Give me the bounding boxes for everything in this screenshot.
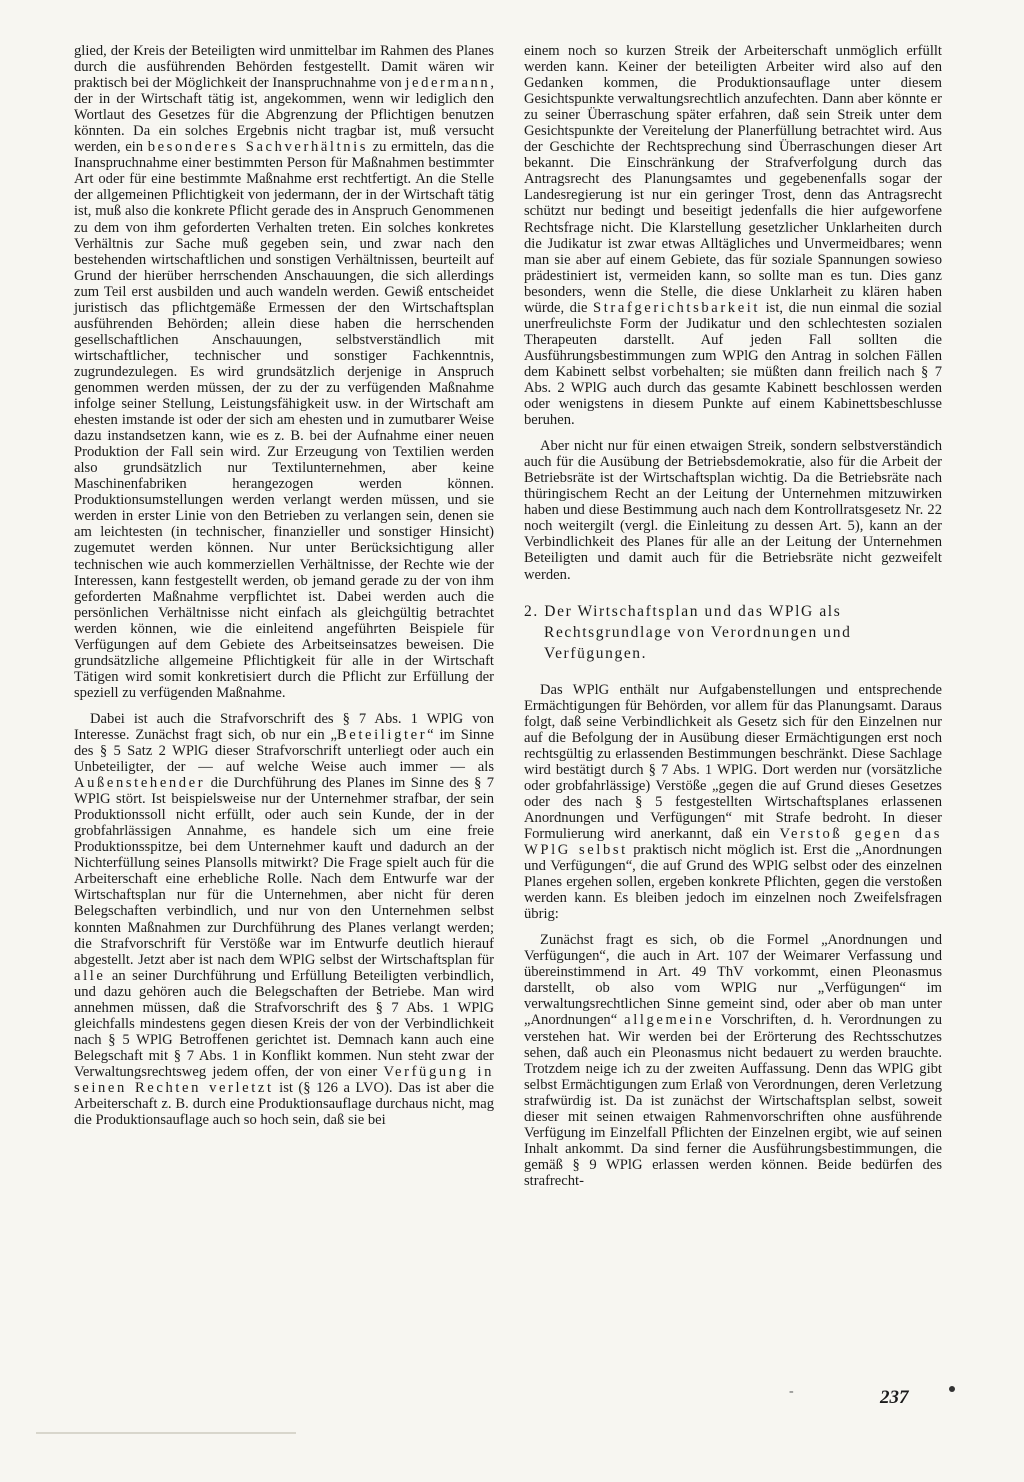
text-run: an seiner Durchführung und Erfüllung Beteiligten verbindlich, und dazu gehören auch die Belegschaften der Betriebe. Man wird annehmen müssen, daß die Strafvorschrift des § 7 Abs. 1 WPlG gleichfalls mindestens gegen diesen Kreis der von der Verbindlichkeit nach § 5 WPlG Betroffenen gerichtet ist. Demnach kann auch eine Belegschaft mit § 7 Abs. 1 in Konflikt kommen. Nun steht zwar der Verwaltungsrechtsweg jedem offen, der von einer xyxy=(74,967,494,1080)
text-run: Dabei ist auch die Strafvorschrift des § 7 Abs. 1 WPlG von Interesse. Zunächst fragt sich, ob nur ein „ xyxy=(74,710,494,743)
spaced-emphasis: jedermann xyxy=(405,75,491,92)
spaced-emphasis: besonderes Sachverhältnis xyxy=(147,139,369,156)
paragraph xyxy=(524,438,942,582)
text-run: ist (§ 126 a LVO). Das ist aber die Arbeiterschaft z. B. durch eine Produktionsauflage durchaus nicht, mag die Produktionsauflage auch so hoch sein, daß sie bei xyxy=(74,1080,494,1129)
spaced-emphasis: Beteiligter xyxy=(336,726,428,743)
spaced-emphasis: Außenstehender xyxy=(74,775,206,792)
paragraph xyxy=(524,43,942,428)
text-run: Zunächst fragt es sich, ob die Formel „Anordnungen und Verfügungen“, die auch in Art. 107 der Weimarer Verfassung und übereinstimmend in Art. 49 ThV vorkommt, einen Pleonasmus darstellt, ob also vom WPlG nur „Verfügungen“ im verwaltungsrechtlichen Sinne gemeint sind, oder aber ob man unter „Anordnungen“ xyxy=(524,932,942,1029)
page-number: 237 xyxy=(880,1387,909,1408)
text-run: Das WPlG enthält nur Aufgabenstellungen und entsprechende Ermächtigungen für Behörden, vor allem für das Planungsamt. Daraus folgt, daß seine Verbindlichkeit als Gesetz sich für den Einzelnen nur auf die Befolgung der in Ausübung dieser Ermächtigungen erst noch rechtsgültig zu erlassenden Bestimmungen beschränkt. Diese Sachlage wird bestätigt durch § 7 Abs. 1 WPlG. Dort werden nur (vorsätzliche oder grobfahrlässige) Verstöße „gegen die auf Grund dieses Gesetzes oder des nach § 5 festgestellten Wirtschaftsplanes erlassenen Anordnungen und Verfügungen“ mit Strafe bedroht. In dieser Formulierung wird anerkannt, daß ein xyxy=(524,681,942,842)
text-run: “ im Sinne des § 5 Satz 2 WPlG dieser Strafvorschrift unterliegt oder auch ein Unbeteiligter, der — auf welche Weise auch immer — als xyxy=(74,726,494,776)
spaced-emphasis: Verfügung in seinen Rechten verletzt xyxy=(74,1063,494,1096)
margin-dot xyxy=(949,1386,955,1392)
margin-dash: - xyxy=(789,1384,794,1399)
right-column xyxy=(524,43,942,1189)
spaced-emphasis: Strafgerichtsbarkeit xyxy=(593,299,761,316)
text-run: praktisch nicht möglich ist. Erst die „Anordnungen und Verfügungen“, die auf Grund des WPlG selbst oder des einzelnen Planes ergehen sollen, ergeben konkrete Pflichten, gegen die verstoßen werden kann. Es bleiben jedoch im einzelnen noch Zweifelsfragen übrig: xyxy=(524,842,943,923)
text-run: die Durchführung des Planes im Sinne des § 7 WPlG stört. Ist beispielsweise nur der Unternehmer strafbar, der sein Produktionssoll nicht erfüllt, oder auch sein Kunde, der in der grobfahrlässigen Annahme, es handele sich um eine freie Produktionsspitze, bei dem Unternehmer kauft und dadurch an der Nichterfüllung seines Plansolls mitwirkt? Die Frage spielt auch für die Arbeiterschaft eine erhebliche Rolle. Nach dem Entwurfe war der Wirtschaftsplan nur für die Unternehmen, aber nicht für deren Belegschaften verbindlich, und nur von den Unternehmen selbst konnten Maßnahmen zur Durchführung des Planes verlangt werden; die Strafvorschrift für Verstöße war im Entwurfe deutlich hierauf abgestellt. Jetzt aber ist nach dem WPlG selbst der Wirtschaftsplan für xyxy=(74,775,494,968)
text-run: zu ermitteln, das die Inanspruchnahme einer bestimmten Person für Maßnahmen bestimmter Art oder für eine bestimmte Maßnahme erst rechtfertigt. An die Stelle der allgemeinen Pflichtigkeit von jedermann, der in der Wirtschaft tätig ist, muß also die konkrete Pflicht gerade des in Anspruch Genommenen zu dem von ihm geforderten Verhalten treten. Ein solches konkretes Verhältnis zur Sache muß gegeben sein, und zwar nach den bestehenden wirtschaftlichen und sonstigen Verhältnissen, beurteilt auf Grund der hierüber herrschenden Anschauungen, die sich allerdings zum Teil erst ausbilden und auch wandeln werden. Gewiß entscheidet juristisch das pflichtgemäße Ermessen der den Wirtschaftsplan ausführenden Behörden; allein diese haben die herrschenden gesellschaftlichen Anschauungen, selbstverständlich mit wirtschaftlicher, technischer und sonstiger Fachkenntnis, zugrundezulegen. Es wird grundsätzlich derjenige in Anspruch genommen werden müssen, der zu der zu verfügenden Maßnahme infolge seiner Stellung, Leistungsfähigkeit usw. in der Wirtschaft am ehesten imstande ist oder der sich am ehesten und in zumutbarer Weise dazu instandsetzen kann, wie es z. B. bei der Aufnahme einer neuen Produktion der Fall sein wird. Zur Erzeugung von Textilien werden also grundsätzlich nur Textilunternehmen, aber keine Maschinenfabriken herangezogen werden können. Produktionsumstellungen werden verlangt werden müssen, und sie werden in erster Linie von den Betrieben zu verlangen sein, denen sie am leichtesten (in technischer, finanzieller und sonstiger Hinsicht) zugemutet werden können. Nur unter Berücksichtigung aller technischen wie auch kommerziellen Verhältnisse, der Rechte wie der Interessen, kann festgestellt werden, ob jemand gerade zu der von ihm geforderten Maßnahme verpflichtet ist. Dabei werden auch die persönlichen Verhältnisse nicht einfach als gleichgültig betrachtet werden können, wie die einleitend angeführten Beispiele für Verfügungen auf dem Gebiete des Arbeitseinsatzes beweisen. Die grundsätzliche allgemeine Pflichtigkeit für alle in der Wirtschaft Tätigen wird somit konkretisiert durch die Pflicht zur Erfüllung der speziell zu verfügenden Maßnahme. xyxy=(74,139,494,701)
left-column xyxy=(74,43,494,1128)
section-heading: 2. Der Wirtschaftsplan und das WPlG als Rechtsgrundlage von Verordnungen und Verfügungen. xyxy=(524,602,852,662)
paragraph xyxy=(74,711,494,1128)
text-run: , der in der Wirtschaft tätig ist, angekommen, wenn wir lediglich den Wortlaut des Gesetzes für die Abgrenzung der Pflichtigen benutzen könnten. Da ein solches Ergebnis nicht tragbar ist, muß versucht werden, ein xyxy=(74,75,494,156)
paragraph xyxy=(74,43,494,701)
text-run: glied, der Kreis der Beteiligten wird unmittelbar im Rahmen des Planes durch die ausführenden Behörden festgestellt. Damit wären wir praktisch bei der Möglichkeit der Inanspruchnahme von xyxy=(74,43,494,92)
paragraph xyxy=(524,682,942,923)
scan-scratch xyxy=(36,1432,296,1434)
paragraph xyxy=(524,932,942,1189)
text-run: Vorschriften, d. h. Verordnungen zu verstehen hat. Wir werden bei der Erörterung des Rechtsschutzes sehen, daß auch ein Pleonasmus nicht bedauert zu werden brauchte. Trotzdem neige ich zu der zweiten Auffassung. Denn das WPlG gibt selbst Ermächtigungen zum Erlaß von Verordnungen, deren Verletzung strafwürdig ist. Da ist zunächst der Wirtschaftsplan selbst, soweit dieser mit seinen etwaigen Rahmenvorschriften ohne ausführende Verfügung im Einzelfall Pflichten der Einzelnen ergibt, wie auf seinen Inhalt ankommt. Da sind ferner die Ausführungsbestimmungen, die gemäß § 9 WPlG erlassen werden können. Beide bedürfen des strafrecht- xyxy=(524,1012,943,1189)
text-run: ist, die nun einmal die sozial unerfreulichste Form der Judikatur und den schlechtesten sozialen Therapeuten darstellt. Auf jeden Fall sollten die Ausführungsbestimmungen zum WPlG den Antrag in solchen Fällen dem Kabinett selbst vorbehalten; sie müßten dann freilich nach § 7 Abs. 2 WPlG auch durch das gesamte Kabinett beschlossen werden oder wenigstens in diesem Punkte auf einem Kabinettsbeschlusse beruhen. xyxy=(524,299,942,429)
spaced-emphasis: Verstoß gegen das WPlG selbst xyxy=(524,825,942,859)
text-run: Aber nicht nur für einen etwaigen Streik, sondern selbstverständich auch für die Ausübung der Betriebsdemokratie, also für die Arbeit der Betriebsräte ist der Wirtschaftsplan wichtig. Da die Betriebsräte nach thüringischem Recht an der Leitung der Unternehmen mitzuwirken haben und diese Bestimmung auch nach dem Kontrollratsgesetz Nr. 22 noch weitergilt (vergl. die Einleitung zu dessen Art. 5), kann an der Verbindlichkeit des Planes für alle an der Leitung der Unternehmen Beteiligten und damit auch für die Betriebsräte nicht gezweifelt werden. xyxy=(524,438,942,583)
text-run: einem noch so kurzen Streik der Arbeiterschaft unmöglich erfüllt werden kann. Keiner der beteiligten Arbeiter wird also auf den Gedanken kommen, die Produktionsauflage unter diesem Gesichtspunkte verwaltungsrechtlich anzufechten. Dann aber könnte er zu seiner Überraschung später erfahren, daß sein Streik unter dem Gesichtspunkte der Vereitelung der Planerfüllung betrachtet wird. Aus der Geschichte der Rechtsprechung sind Überraschungen dieser Art bekannt. Die Einschränkung der Strafverfolgung durch das Antragsrecht des Planungsamtes und gegebenenfalls sogar der Landesregierung ist nur ein geringer Trost, denn das Antragsrecht schützt nur bedingt und beseitigt jedenfalls die hier aufgeworfene Rechtsfrage nicht. Die Klarstellung gesetzlicher Unklarheiten durch die Judikatur ist zwar etwas Alltägliches und Unvermeidbares; wenn man sie aber auf einem Gebiete, das für soziale Spannungen sowieso prädestiniert ist, vermeiden kann, so sollte man es tun. Dies ganz besonders, wenn die Stelle, die diese Unklarheit zu klären haben würde, die xyxy=(524,43,942,316)
spaced-emphasis: alle xyxy=(74,967,106,984)
spaced-emphasis: allgemeine xyxy=(624,1012,715,1029)
